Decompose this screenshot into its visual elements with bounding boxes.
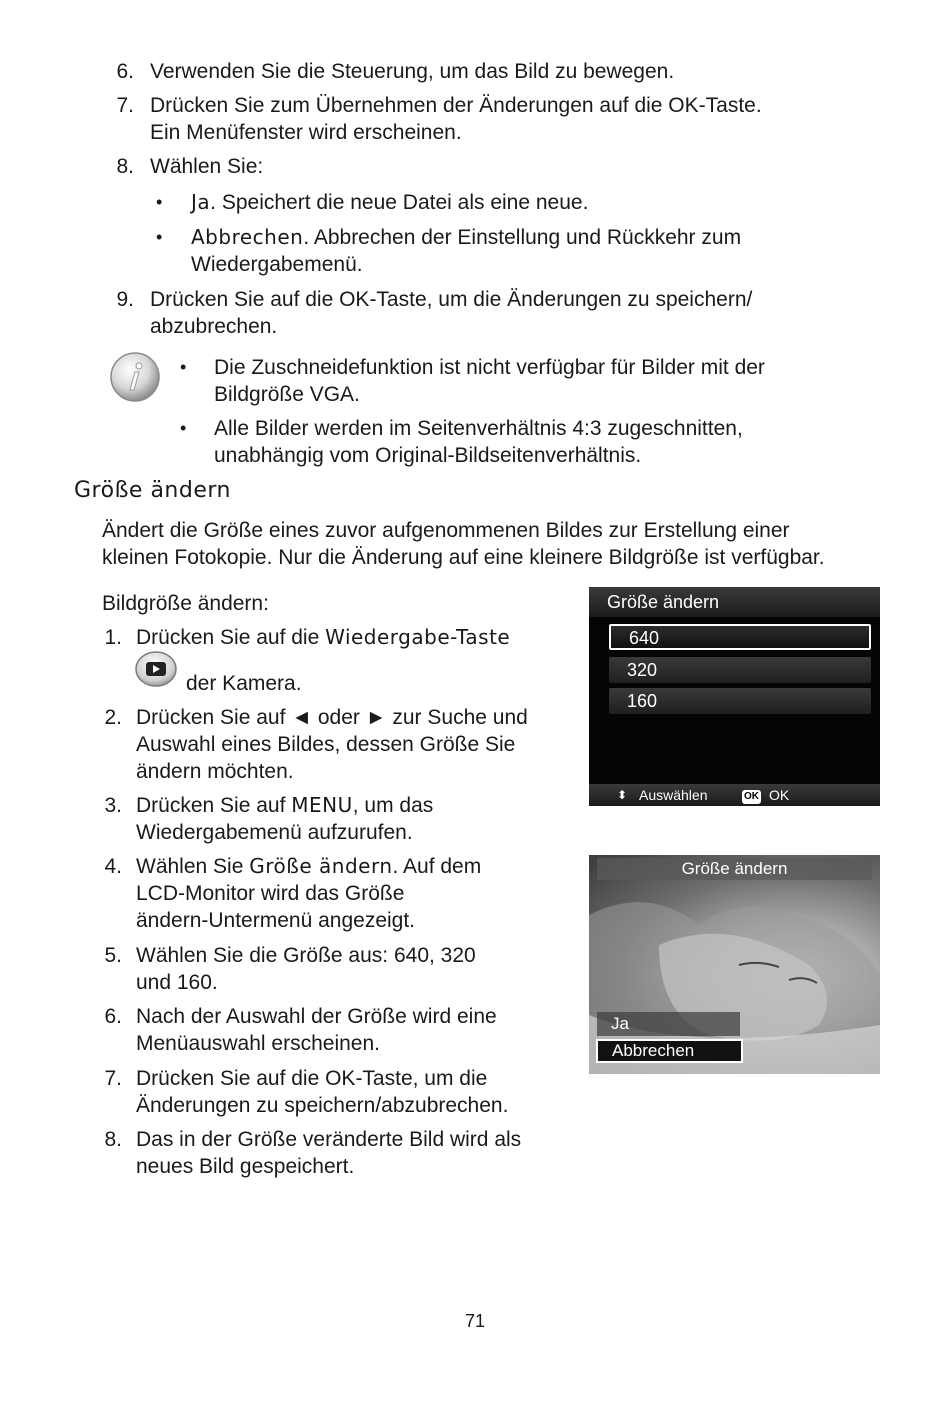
resize-confirm-screenshot <box>589 855 880 1074</box>
choice-keyword: Abbrechen <box>191 225 304 249</box>
step-text: und 160. <box>136 971 218 994</box>
menu-option-160[interactable]: 160 <box>609 688 871 714</box>
step-text: Wählen Sie die Größe aus: 640, 320 <box>136 944 476 967</box>
bullet-icon: • <box>180 357 187 377</box>
step-text-part: , um das <box>352 794 434 817</box>
step-text <box>136 792 433 819</box>
choice-desc: . Abbrechen der Einstellung und Rückkehr zum <box>303 226 742 249</box>
playback-button-icon <box>134 650 178 688</box>
step-text-part: Drücken Sie auf die <box>136 626 326 649</box>
note-text: Bildgröße VGA. <box>214 383 360 406</box>
choice-desc: . Speichert die neue Datei als eine neue. <box>210 191 589 214</box>
step-number: 8. <box>104 1128 122 1151</box>
subheading: Bildgröße ändern: <box>102 592 269 615</box>
step-number: 5. <box>104 944 122 967</box>
step-number: 9. <box>116 288 134 311</box>
confirm-option-abbrechen[interactable]: Abbrechen <box>596 1039 743 1063</box>
note-text: Die Zuschneidefunktion ist nicht verfügbar für Bilder mit der <box>214 356 765 379</box>
step-text: ändern-Untermenü angezeigt. <box>136 909 416 932</box>
ok-button-icon <box>742 784 761 806</box>
confirm-option-ja[interactable]: Ja <box>597 1012 740 1036</box>
resize-menu-screenshot <box>589 587 880 806</box>
section-heading: Größe ändern <box>74 478 231 503</box>
step-text: Drücken Sie zum Übernehmen der Änderungen auf die OK-Taste. <box>150 94 762 117</box>
right-arrow-icon: ► <box>365 706 387 729</box>
step-text: Drücken Sie auf die OK-Taste, um die <box>136 1067 488 1090</box>
choice-text <box>191 224 741 251</box>
step-number: 2. <box>104 706 122 729</box>
step-number: 6. <box>104 1005 122 1028</box>
menu-title: Größe ändern <box>589 587 880 617</box>
section-intro: kleinen Fotokopie. Nur die Änderung auf eine kleinere Bildgröße ist verfügbar. <box>102 546 825 569</box>
step-number: 3. <box>104 794 122 817</box>
choice-text <box>191 189 588 216</box>
choice-keyword: Ja <box>191 190 211 214</box>
confirm-title: Größe ändern <box>597 858 872 880</box>
step-text <box>136 853 481 880</box>
step-text: Drücken Sie auf die OK-Taste, um die Änderungen zu speichern/ <box>150 288 753 311</box>
step-text-part: zur Suche und <box>386 706 528 729</box>
section-intro: Ändert die Größe eines zuvor aufgenommenen Bildes zur Erstellung einer <box>102 519 790 542</box>
footer-ok-label: OK <box>769 787 790 803</box>
step-keyword: Wiedergabe-Taste <box>325 625 511 649</box>
bullet-icon: • <box>156 192 163 212</box>
step-text: neues Bild gespeichert. <box>136 1155 355 1178</box>
step-text: ändern möchten. <box>136 760 294 783</box>
note-text: Alle Bilder werden im Seitenverhältnis 4:3 zugeschnitten, <box>214 417 743 440</box>
step-number: 1. <box>104 626 122 649</box>
note-icon <box>108 350 162 404</box>
step-text: der Kamera. <box>186 672 302 695</box>
step-text <box>136 624 510 651</box>
step-text: Nach der Auswahl der Größe wird eine <box>136 1005 497 1028</box>
bullet-icon: • <box>156 227 163 247</box>
step-text: Auswahl eines Bildes, dessen Größe Sie <box>136 733 516 756</box>
footer-select-label: Auswählen <box>639 787 708 803</box>
step-number: 7. <box>116 94 134 117</box>
step-text: Verwenden Sie die Steuerung, um das Bild zu bewegen. <box>150 60 675 83</box>
page-number: 71 <box>464 1311 486 1331</box>
step-text: Ein Menüfenster wird erscheinen. <box>150 121 462 144</box>
step-text-part: Drücken Sie auf <box>136 706 292 729</box>
step-text: Menüauswahl erscheinen. <box>136 1032 380 1055</box>
menu-option-640[interactable]: 640 <box>609 624 871 650</box>
up-down-arrows-icon: ⬍ <box>617 788 628 802</box>
step-text: LCD-Monitor wird das Größe <box>136 882 405 905</box>
step-text-part: oder <box>312 706 366 729</box>
step-text-part: Wählen Sie <box>136 855 250 878</box>
menu-option-320[interactable]: 320 <box>609 657 871 683</box>
step-text: Wiedergabemenü aufzurufen. <box>136 821 413 844</box>
step-number: 7. <box>104 1067 122 1090</box>
left-arrow-icon: ◄ <box>291 706 313 729</box>
step-text-part: . Auf dem <box>392 855 482 878</box>
menu-footer <box>589 784 880 806</box>
step-number: 4. <box>104 855 122 878</box>
ok-badge: OK <box>744 791 759 802</box>
choice-desc: Wiedergabemenü. <box>191 253 363 276</box>
step-keyword: Größe ändern <box>249 854 393 878</box>
note-text: unabhängig vom Original-Bildseitenverhältnis. <box>214 444 642 467</box>
step-text: Änderungen zu speichern/abzubrechen. <box>136 1094 509 1117</box>
step-text-part: Drücken Sie auf <box>136 794 292 817</box>
step-text: Wählen Sie: <box>150 155 264 178</box>
step-text: abzubrechen. <box>150 315 278 338</box>
step-keyword: MENU <box>291 793 353 817</box>
step-number: 6. <box>116 60 134 83</box>
step-text: Das in der Größe veränderte Bild wird als <box>136 1128 522 1151</box>
bullet-icon: • <box>180 418 187 438</box>
step-number: 8. <box>116 155 134 178</box>
step-text <box>136 704 528 731</box>
